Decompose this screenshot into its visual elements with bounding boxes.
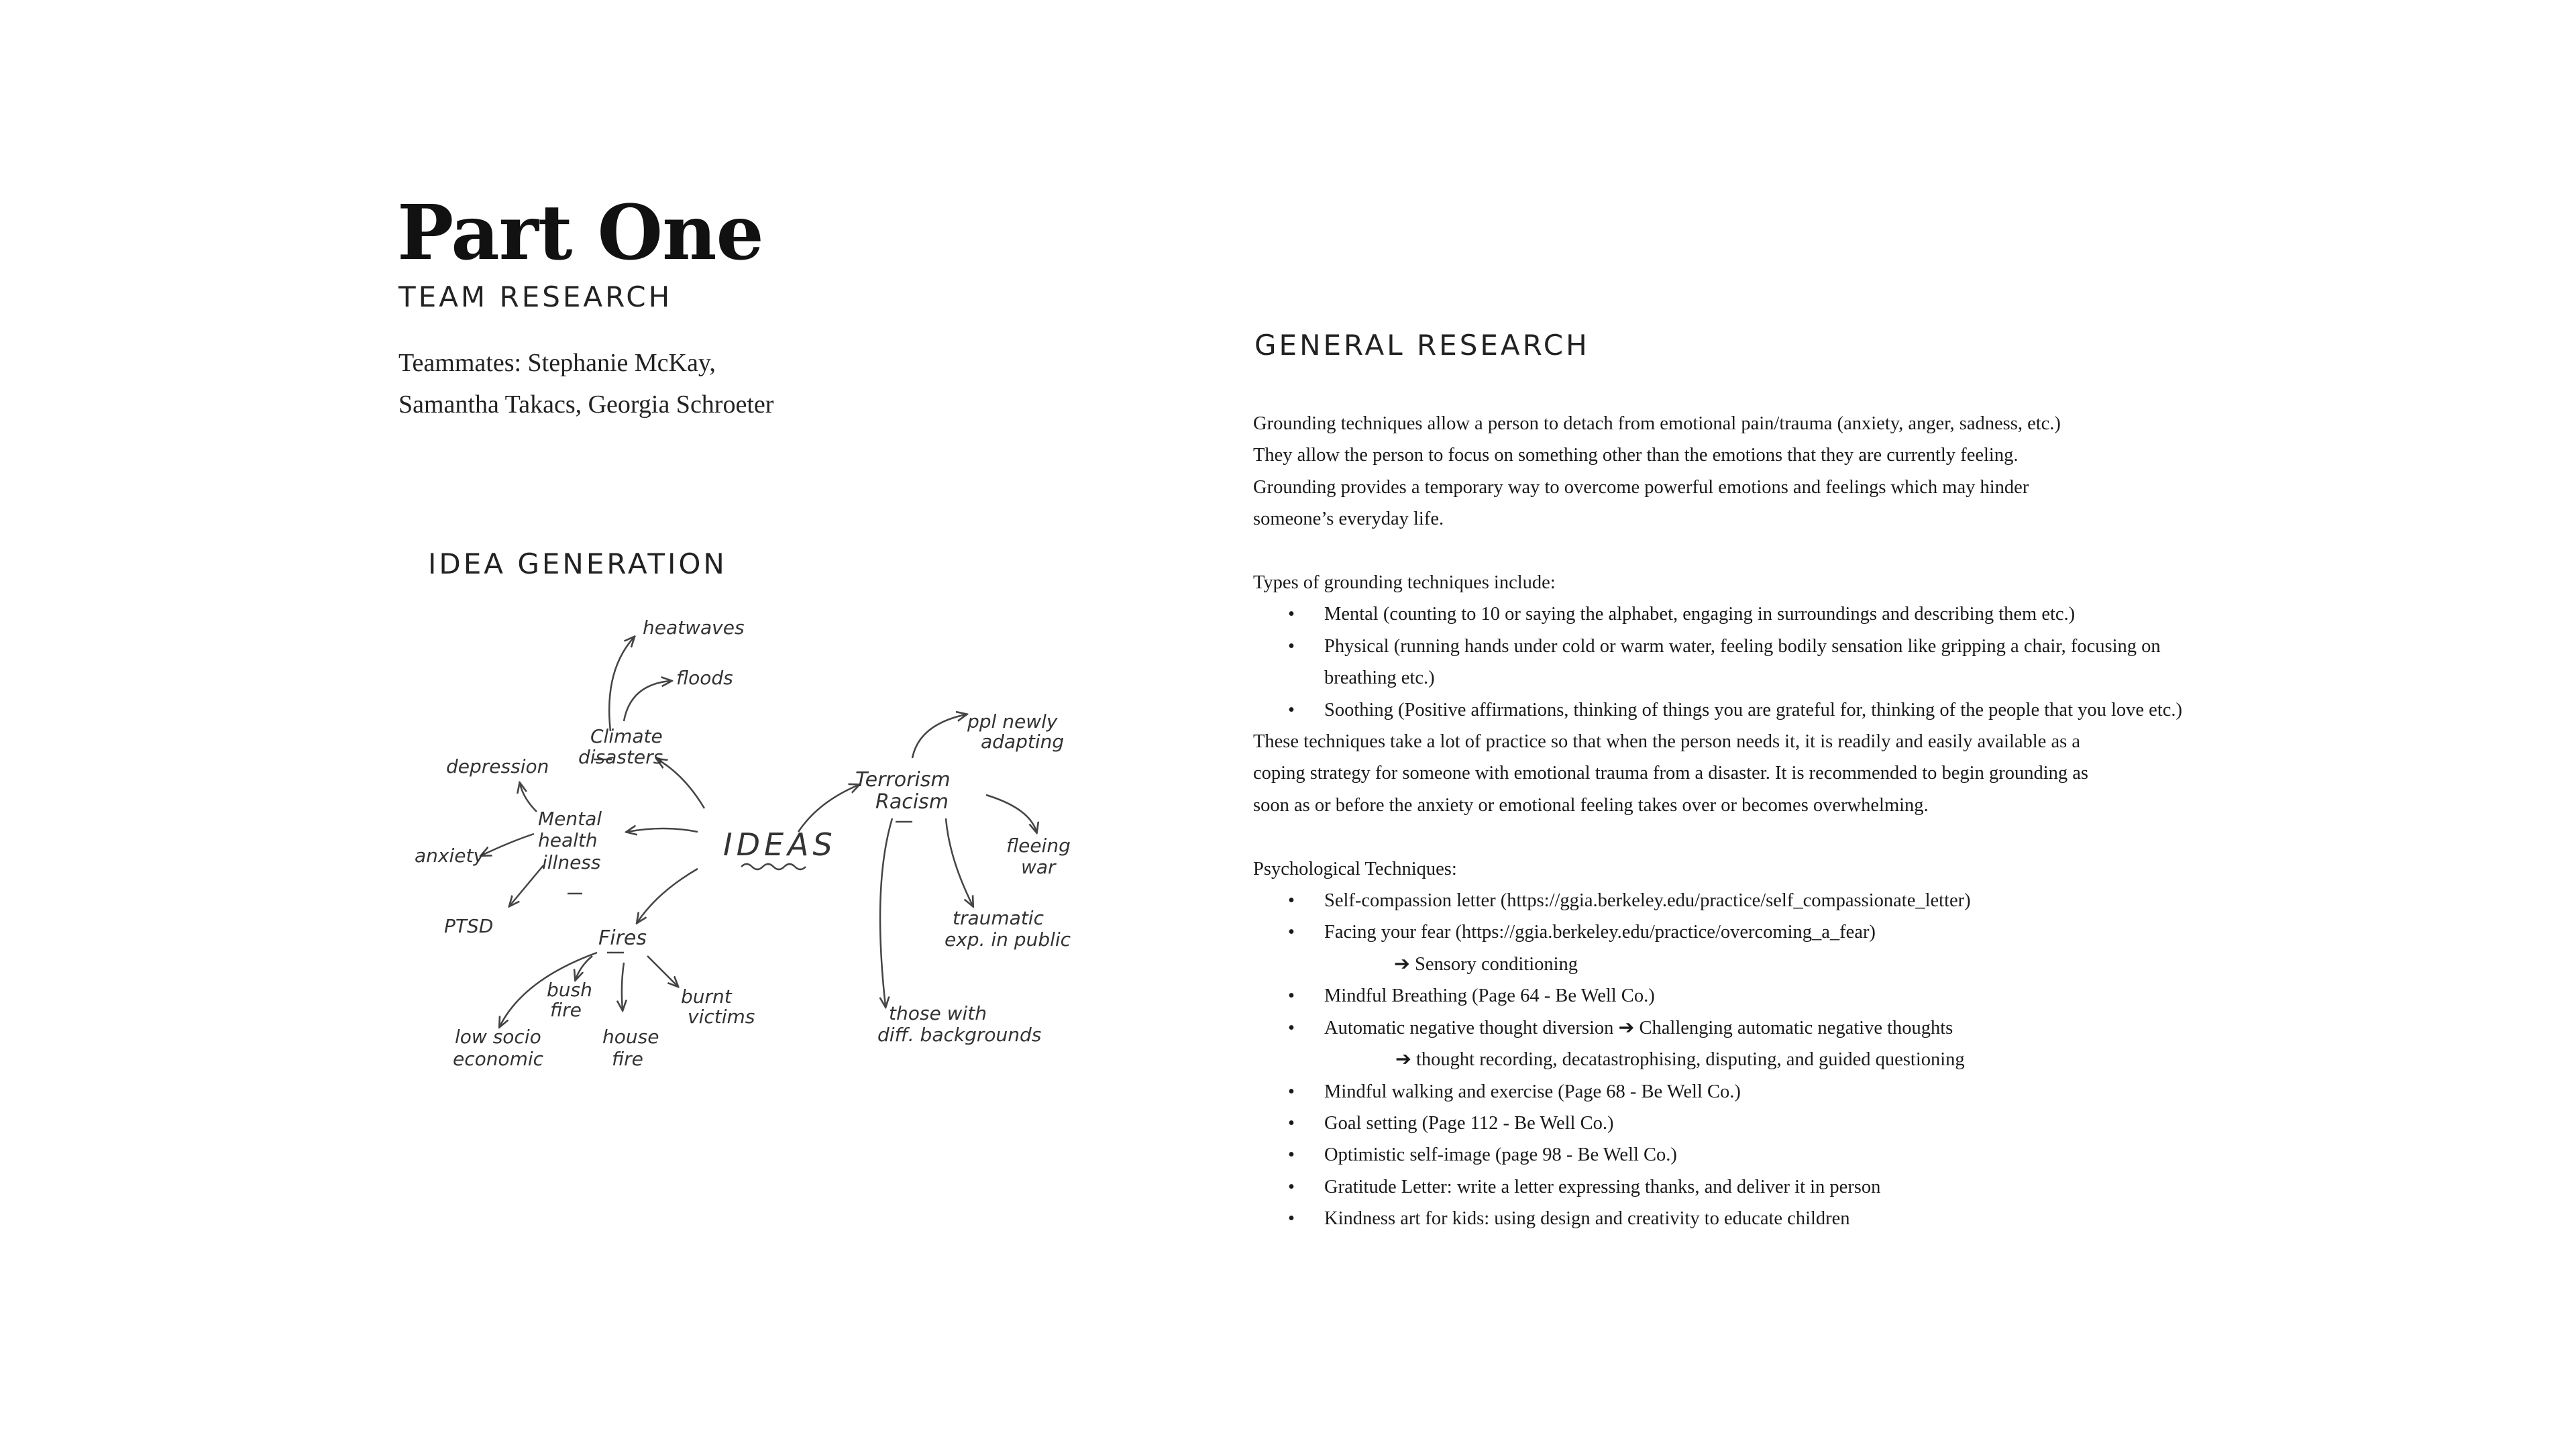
list-item: • Automatic negative thought diversion ➔ Challenging automatic negative thoughts	[1253, 1012, 2192, 1044]
node-bushfire: fire	[550, 999, 582, 1021]
intro-line: They allow the person to focus on something other than the emotions that they are currently feeling.	[1253, 445, 2019, 466]
node-traumatic: exp. in public	[945, 928, 1071, 951]
idea-generation-heading: IDEA GENERATION	[428, 547, 727, 580]
intro-line: Grounding techniques allow a person to detach from emotional pain/trauma (anxiety, anger, sadness, etc.)	[1253, 413, 2061, 434]
node-ideas: IDEAS	[723, 826, 837, 863]
node-climate: disasters	[578, 746, 663, 768]
list-item: • Self-compassion letter (https://ggia.berkeley.edu/practice/self_compassionate_letter)	[1253, 885, 2192, 916]
node-housefire: fire	[612, 1048, 643, 1070]
general-research-body	[1253, 408, 2192, 1235]
node-low-socio: economic	[453, 1048, 544, 1070]
node-bushfire: bush	[547, 979, 592, 1001]
node-floods: floods	[676, 667, 733, 689]
node-low-socio: low socio	[455, 1026, 541, 1048]
node-burnt-victims: burnt	[681, 985, 732, 1008]
node-climate: Climate	[590, 725, 663, 747]
list-item: • Optimistic self-image (page 98 - Be Well Co.)	[1253, 1139, 2192, 1171]
node-anxiety: anxiety	[415, 845, 485, 867]
sub-point: ➔ thought recording, decatastrophising, disputing, and guided questioning	[1395, 1049, 1965, 1071]
ideas-underline-squiggle	[741, 864, 806, 869]
psych-label: Psychological Techniques:	[1253, 858, 1457, 879]
psych-techniques-list	[1253, 885, 2192, 949]
node-fleeing-war: war	[1021, 856, 1056, 878]
node-mental-health: illness	[542, 851, 601, 873]
node-fleeing-war: fleeing	[1006, 835, 1071, 857]
team-research-heading: TEAM RESEARCH	[398, 280, 673, 313]
list-item: • Mindful Breathing (Page 64 - Be Well Co.)	[1253, 980, 2192, 1012]
psych-techniques-list	[1253, 980, 2192, 1044]
node-burnt-victims: victims	[688, 1006, 755, 1028]
node-fires: Fires	[598, 926, 647, 950]
idea-mind-map	[402, 604, 1140, 1114]
sub-point: ➔ Sensory conditioning	[1394, 953, 1578, 975]
types-label: Types of grounding techniques include:	[1253, 572, 1556, 594]
list-item: • Kindness art for kids: using design and creativity to educate children	[1253, 1203, 2192, 1234]
node-depression: depression	[446, 755, 549, 777]
list-item: • Mental (counting to 10 or saying the alphabet, engaging in surroundings and describing them etc.)	[1253, 598, 2192, 630]
node-terrorism: Racism	[875, 790, 949, 814]
intro-line: Grounding provides a temporary way to overcome powerful emotions and feelings which may hinder	[1253, 476, 2029, 498]
teammates	[398, 342, 773, 425]
intro-line: someone’s everyday life.	[1253, 508, 1444, 530]
teammates-line: Teammates: Stephanie McKay,	[398, 349, 716, 377]
general-research-heading: GENERAL RESEARCH	[1254, 329, 1590, 362]
teammates-line: Samantha Takacs, Georgia Schroeter	[398, 390, 774, 419]
list-item: • Mindful walking and exercise (Page 68 - Be Well Co.)	[1253, 1076, 2192, 1108]
node-mental-health: health	[538, 829, 598, 851]
list-item: • Physical (running hands under cold or warm water, feeling bodily sensation like gripping a chair, focusing on breathing etc.)	[1253, 631, 2192, 694]
list-item: • Soothing (Positive affirmations, thinking of things you are grateful for, thinking of the people that you love etc.)	[1253, 694, 2192, 726]
node-ptsd: PTSD	[444, 915, 494, 937]
node-diff-backgrounds: diff. backgrounds	[877, 1024, 1042, 1046]
node-traumatic: traumatic	[953, 907, 1044, 929]
list-item: • Facing your fear (https://ggia.berkeley.edu/practice/overcoming_a_fear)	[1253, 916, 2192, 948]
practice-line: coping strategy for someone with emotional trauma from a disaster. It is recommended to begin grounding as	[1253, 763, 2088, 784]
node-heatwaves: heatwaves	[643, 616, 745, 639]
node-mental-health: Mental	[538, 808, 602, 830]
practice-line: soon as or before the anxiety or emotional feeling takes over or becomes overwhelming.	[1253, 794, 1929, 816]
grounding-types-list	[1253, 598, 2192, 726]
node-diff-backgrounds: those with	[889, 1002, 987, 1024]
list-item: • Gratitude Letter: write a letter expressing thanks, and deliver it in person	[1253, 1171, 2192, 1203]
list-item: • Goal setting (Page 112 - Be Well Co.)	[1253, 1108, 2192, 1139]
node-ppl-newly: adapting	[981, 731, 1065, 753]
node-housefire: house	[602, 1026, 659, 1048]
page-title: Part One	[397, 189, 763, 277]
node-terrorism: Terrorism	[855, 768, 951, 792]
practice-line: These techniques take a lot of practice so that when the person needs it, it is readily and easily available as a	[1253, 731, 2080, 753]
psych-techniques-list	[1253, 1076, 2192, 1235]
node-ppl-newly: ppl newly	[967, 710, 1058, 733]
